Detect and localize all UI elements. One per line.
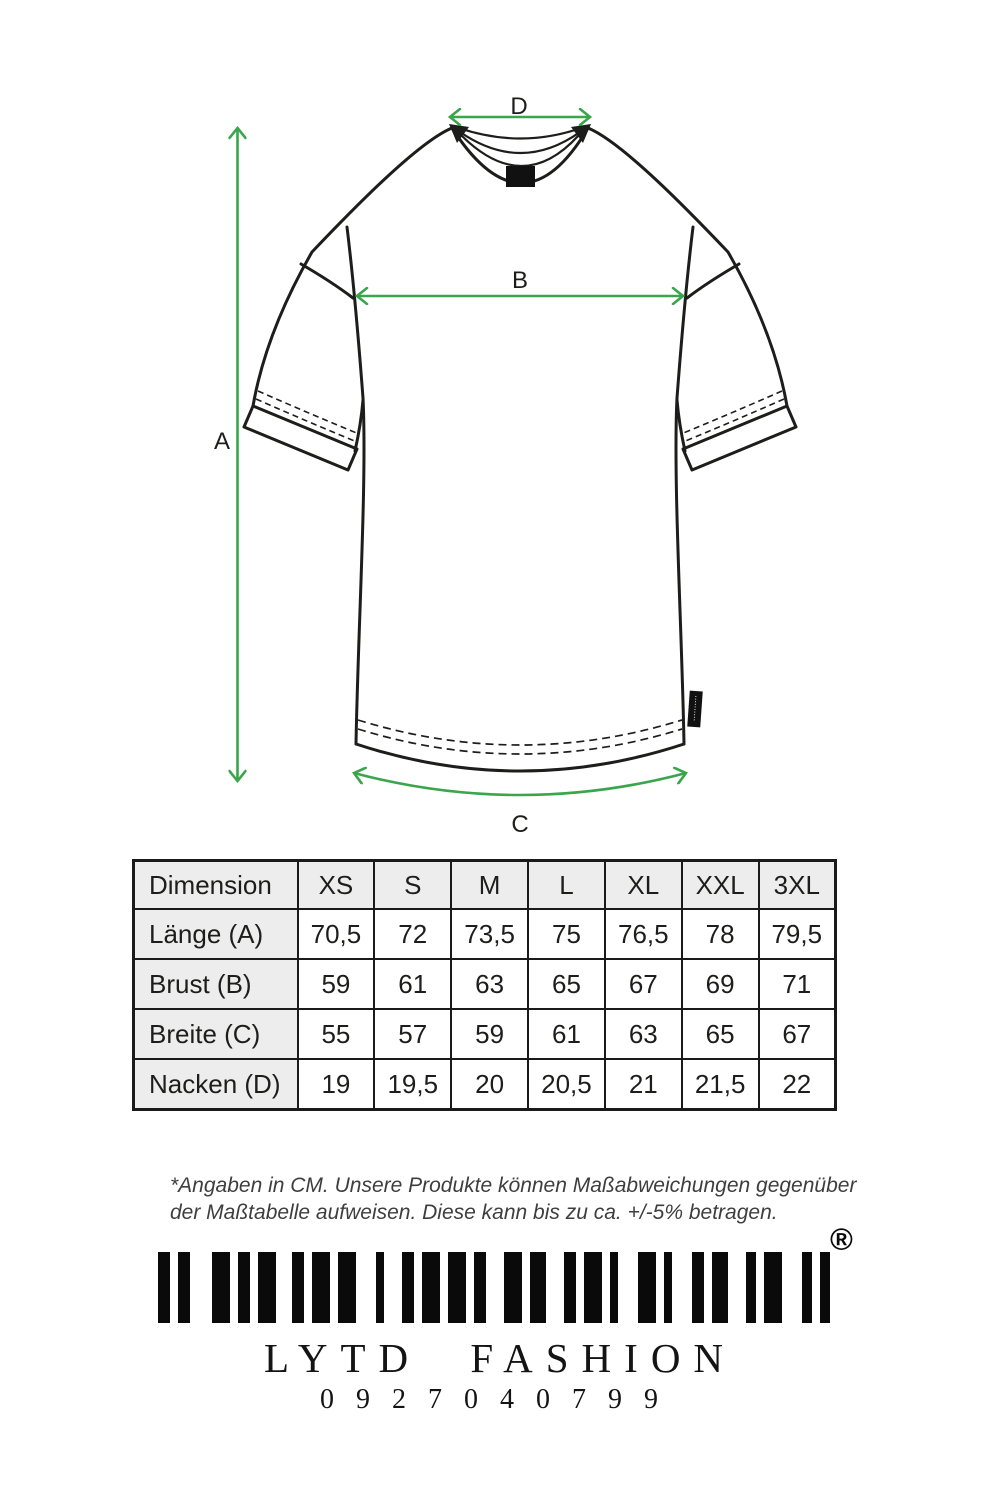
size-table-cell: 21,5 [682,1059,759,1110]
barcode-bar [820,1252,830,1323]
size-table-header-XL: XL [605,861,682,910]
barcode-bar [664,1252,672,1323]
size-table-cell: 71 [759,959,836,1009]
size-table-header-XS: XS [298,861,375,910]
size-table-header-XXL: XXL [682,861,759,910]
size-table-cell: 22 [759,1059,836,1110]
barcode-bar [474,1252,486,1323]
size-table-header-L: L [528,861,605,910]
size-table-cell: 19,5 [374,1059,451,1110]
barcode-bar [158,1252,170,1323]
barcode-bar [238,1252,250,1323]
size-table-row-label: Länge (A) [134,909,298,959]
size-table-header-M: M [451,861,528,910]
size-table-cell: 75 [528,909,605,959]
dimension-label-d: D [510,93,528,120]
size-table-row [134,909,836,959]
size-table-row-label: Brust (B) [134,959,298,1009]
brand-name: LYTD FASHION [263,1335,737,1381]
size-table-head-row [134,861,836,910]
size-table-body [134,909,836,1110]
size-table-row [134,1059,836,1110]
barcode-bar [564,1252,576,1323]
size-table-cell: 57 [374,1009,451,1059]
size-table-row-label: Nacken (D) [134,1059,298,1110]
size-table-cell: 79,5 [759,909,836,959]
left-cuff-rib [244,406,357,470]
size-table-cell: 61 [528,1009,605,1059]
barcode-bar [402,1252,414,1323]
barcode-bar [692,1252,704,1323]
measurement-note-line1: *Angaben in CM. Unsere Produkte können Maßabweichungen gegenüber [170,1174,857,1197]
size-table-cell: 65 [528,959,605,1009]
size-table-cell: 19 [298,1059,375,1110]
barcode-bar [376,1252,384,1323]
measurement-note [170,1172,856,1226]
barcode-bar [178,1252,190,1323]
size-table-cell: 61 [374,959,451,1009]
size-table-cell: 72 [374,909,451,959]
barcode-bar [292,1252,304,1323]
measurement-note-line2: der Maßtabelle aufweisen. Diese kann bis zu ca. +/-5% betragen. [170,1201,778,1224]
size-table-header-dimension: Dimension [134,861,298,910]
barcode-bar [764,1252,782,1323]
size-table-header-3XL: 3XL [759,861,836,910]
size-table-cell: 69 [682,959,759,1009]
barcode-bar [530,1252,546,1323]
dimension-label-c: C [511,811,529,838]
barcode-bar [638,1252,656,1323]
dimension-arrows [214,93,686,838]
size-table-row-label: Breite (C) [134,1009,298,1059]
size-table-cell: 63 [605,1009,682,1059]
dimension-label-b: B [511,267,529,294]
side-label [687,691,702,728]
barcode-bar [338,1252,356,1323]
size-table-header-S: S [374,861,451,910]
barcode-bar [212,1252,230,1323]
size-table-cell: 65 [682,1009,759,1059]
size-table-cell: 76,5 [605,909,682,959]
collar [449,124,591,187]
size-table-cell: 20,5 [528,1059,605,1110]
barcode-bar [504,1252,522,1323]
dimension-label-a: A [213,428,231,455]
barcode-bar [584,1252,602,1323]
brand-number: 0927040799 [320,1384,680,1415]
size-table-row [134,1009,836,1059]
barcode-bars [158,1252,830,1323]
neck-label [506,166,535,187]
size-table-cell: 20 [451,1059,528,1110]
size-table [132,859,837,1111]
tshirt-outline [253,128,787,771]
barcode-bar [258,1252,276,1323]
arrow-c [354,773,686,795]
registered-trademark-symbol: ® [830,1222,853,1257]
size-table-cell: 63 [451,959,528,1009]
size-table-cell: 78 [682,909,759,959]
size-table-cell: 67 [605,959,682,1009]
barcode-bar [712,1252,728,1323]
size-table-cell: 67 [759,1009,836,1059]
barcode-bar [448,1252,466,1323]
size-table-cell: 59 [451,1009,528,1059]
size-table-row [134,959,836,1009]
right-cuff-rib [683,406,796,470]
barcode-bar [802,1252,812,1323]
size-table-cell: 73,5 [451,909,528,959]
size-table-cell: 21 [605,1059,682,1110]
barcode-bar [610,1252,618,1323]
barcode-bar [422,1252,440,1323]
size-table-cell: 59 [298,959,375,1009]
barcode-bar [312,1252,330,1323]
size-table-cell: 70,5 [298,909,375,959]
barcode-bar [746,1252,756,1323]
size-table-cell: 55 [298,1009,375,1059]
